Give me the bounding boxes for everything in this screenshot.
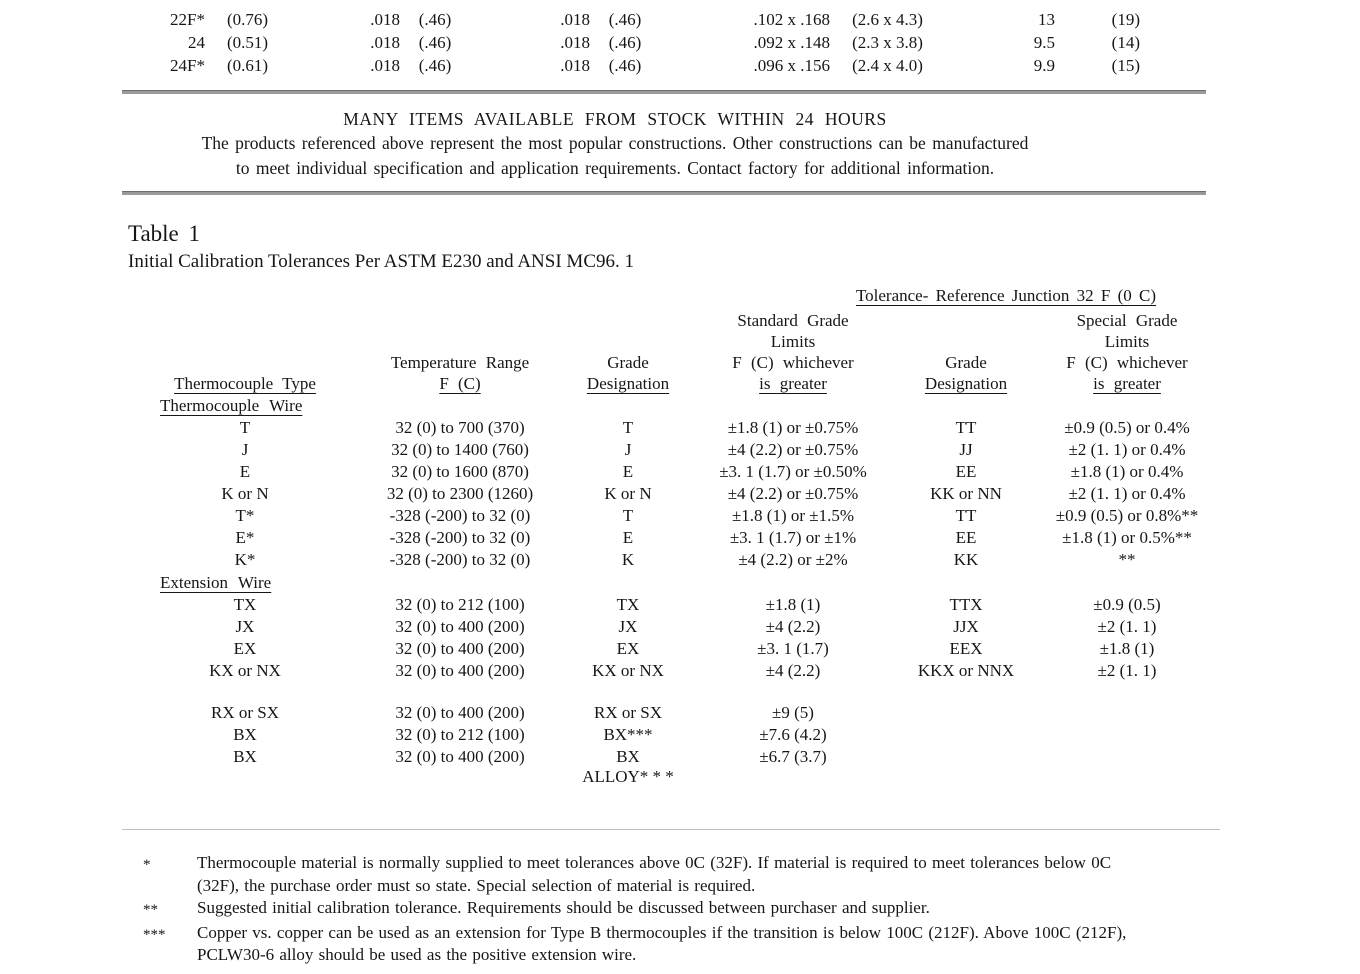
table-row: [130, 638, 1360, 660]
table-row: [130, 461, 1360, 483]
cell-special-grade-limits: [1042, 702, 1212, 724]
cell-special-grade-limits: ±0.9 (0.5) or 0.8%**: [1055, 506, 1199, 525]
cell-temperature-range: -328 (-200) to 32 (0): [389, 550, 531, 569]
noble-metal-rows: [130, 702, 1360, 768]
cell-thermocouple-type: J: [241, 440, 249, 459]
empty-cell: [890, 768, 1042, 786]
cell-special-grade-designation: EEX: [949, 639, 983, 658]
table-cell-wall-in: .018: [370, 10, 400, 29]
table-cell-wall2-in: .018: [560, 33, 590, 52]
cell-grade-designation: E: [622, 528, 634, 547]
cell-special-grade-designation: EE: [955, 528, 977, 547]
cell-grade-designation: KX or NX: [592, 661, 664, 680]
cell-standard-grade-limits: ±6.7 (3.7): [759, 747, 827, 766]
table-cell-size: 22F*: [170, 10, 205, 29]
table-row: [130, 616, 1360, 638]
table-cell-weight: 9.5: [1033, 33, 1055, 52]
cell-special-grade-designation: EE: [955, 462, 977, 481]
table-row: [130, 549, 1360, 571]
tolerance-reference-header: Tolerance- Reference Junction 32 F (0 C): [855, 286, 1157, 305]
calibration-tolerance-table: [130, 310, 1360, 786]
cell-special-grade-limits: ±1.8 (1): [1099, 639, 1155, 658]
empty-cell: [1042, 768, 1212, 786]
column-header-temperature-range: [360, 352, 560, 394]
header-label: Limits: [1104, 332, 1150, 351]
cell-special-grade-limits: ±2 (1. 1): [1097, 661, 1157, 680]
cell-alloy-label: ALLOY* * *: [582, 767, 674, 786]
cell-standard-grade-limits: ±4 (2.2): [765, 617, 821, 636]
table-cell-size: 24F*: [170, 56, 205, 75]
footnote-marker: *: [143, 857, 151, 873]
table-header-row: [130, 310, 1360, 394]
table-title: Table 1: [128, 221, 201, 246]
table-cell-dim-in: .102 x .168: [753, 10, 830, 29]
table-cell-weight: 13: [1038, 10, 1055, 29]
stock-notice-line: The products referenced above represent the most popular constructions. Other constructions can be manufactured: [201, 133, 1029, 153]
cell-special-grade-limits: ±2 (1. 1) or 0.4%: [1068, 440, 1186, 459]
section-label-text: Thermocouple Wire: [160, 396, 303, 415]
header-label: Designation: [924, 374, 1008, 393]
table-cell-wall-mm: (.46): [418, 10, 452, 29]
table-cell-wall-in: .018: [370, 56, 400, 75]
cell-standard-grade-limits: ±3. 1 (1.7) or ±0.50%: [719, 462, 867, 481]
header-label: F (C) whichever: [1066, 353, 1188, 372]
cell-temperature-range: 32 (0) to 400 (200): [395, 639, 525, 658]
cell-special-grade-designation: [890, 724, 1042, 746]
cell-standard-grade-limits: ±1.8 (1) or ±1.5%: [731, 506, 855, 525]
empty-cell: [360, 768, 560, 786]
table-row: [130, 483, 1360, 505]
table-cell-size-mm: (0.76): [226, 10, 269, 29]
footnote-marker: ***: [143, 926, 166, 943]
table-row: [130, 660, 1360, 682]
footnote-text: Copper vs. copper can be used as an extension for Type B thermocouples if the transition is below 100C (212F). Above 100C (212F), PCLW30-6 alloy should be used as the positive extension wire.: [197, 922, 1127, 964]
cell-standard-grade-limits: ±4 (2.2) or ±0.75%: [727, 440, 859, 459]
table-cell-size-mm: (0.51): [226, 33, 269, 52]
column-header-grade-designation-special: [890, 352, 1042, 394]
cell-thermocouple-type: KX or NX: [209, 661, 281, 680]
header-label: Designation: [586, 374, 670, 393]
table-row: [130, 54, 1360, 77]
cell-standard-grade-limits: ±3. 1 (1.7): [757, 639, 829, 658]
cell-thermocouple-type: BX: [233, 725, 257, 744]
header-label: is greater: [1093, 374, 1161, 393]
table-cell-size-mm: (0.61): [226, 56, 269, 75]
cell-standard-grade-limits: ±7.6 (4.2): [759, 725, 827, 744]
extension-wire-rows: [130, 594, 1360, 682]
table-row: [130, 439, 1360, 461]
table-row: [130, 594, 1360, 616]
footnote-text: Thermocouple material is normally supplied to meet tolerances above 0C (32F). If material is required to meet tolerances below 0C (32F), the purchase order must so state. Special selection of material is required.: [197, 853, 1112, 895]
row-spacer: [130, 682, 1360, 702]
cell-temperature-range: -328 (-200) to 32 (0): [389, 528, 531, 547]
cell-thermocouple-type: RX or SX: [210, 703, 279, 722]
table-cell-wall2-mm: (.46): [608, 33, 642, 52]
table-cell-dim-in: .092 x .148: [753, 33, 830, 52]
section-label-text: Extension Wire: [160, 573, 272, 592]
cell-temperature-range: 32 (0) to 212 (100): [395, 725, 525, 744]
section-label-extension-wire: [130, 571, 1360, 594]
header-label: Limits: [770, 332, 816, 351]
table-row: [130, 527, 1360, 549]
cell-grade-designation: EX: [616, 639, 640, 658]
footnote: [143, 852, 1360, 897]
table-cell-dim-mm: (2.6 x 4.3): [852, 10, 923, 29]
cell-grade-designation: TX: [616, 595, 640, 614]
cell-temperature-range: -328 (-200) to 32 (0): [389, 506, 531, 525]
footnotes: [143, 852, 1360, 967]
alloy-continuation-row: [130, 768, 1360, 786]
footnote-divider: [122, 829, 1220, 830]
column-header-grade-designation: [560, 352, 696, 394]
table-cell-weight-mm: (15): [1111, 56, 1140, 75]
cell-special-grade-limits: ±1.8 (1) or 0.4%: [1070, 462, 1184, 481]
cell-temperature-range: 32 (0) to 1600 (870): [391, 462, 529, 481]
cell-grade-designation: K: [621, 550, 635, 569]
table-row: [130, 724, 1360, 746]
table-row: [130, 746, 1360, 768]
table-row: [130, 31, 1360, 54]
section-label-thermocouple-wire: [130, 394, 1360, 417]
cell-special-grade-limits: ±0.9 (0.5) or 0.4%: [1064, 418, 1190, 437]
cell-thermocouple-type: JX: [235, 617, 255, 636]
footnote-text: Suggested initial calibration tolerance. Requirements should be discussed between purchaser and supplier.: [197, 898, 930, 917]
table-cell-wall2-in: .018: [560, 56, 590, 75]
table-cell-wall-mm: (.46): [418, 56, 452, 75]
column-header-special-grade-limits: [1042, 310, 1212, 394]
cell-standard-grade-limits: ±1.8 (1) or ±0.75%: [727, 418, 859, 437]
cell-thermocouple-type: T*: [235, 506, 255, 525]
cell-special-grade-limits: [1042, 746, 1212, 768]
table-cell-weight-mm: (19): [1111, 10, 1140, 29]
cell-standard-grade-limits: ±3. 1 (1.7) or ±1%: [729, 528, 857, 547]
table-cell-dim-mm: (2.3 x 3.8): [852, 33, 923, 52]
stock-notice: [0, 107, 1230, 181]
cell-special-grade-designation: [890, 702, 1042, 724]
table-subtitle: Initial Calibration Tolerances Per ASTM E230 and ANSI MC96. 1: [128, 251, 634, 272]
horizontal-divider: [122, 191, 1206, 195]
stock-notice-line: to meet individual specification and application requirements. Contact factory for additional information.: [235, 158, 995, 178]
table-cell-wall-in: .018: [370, 33, 400, 52]
cell-temperature-range: 32 (0) to 212 (100): [395, 595, 525, 614]
header-label: F (C): [439, 374, 481, 393]
table-cell-weight-mm: (14): [1111, 33, 1140, 52]
cell-standard-grade-limits: ±9 (5): [772, 703, 814, 722]
cell-thermocouple-type: EX: [233, 639, 257, 658]
table-cell-weight: 9.9: [1033, 56, 1055, 75]
column-header-thermocouple-type: [130, 373, 360, 394]
cell-special-grade-designation: TT: [955, 506, 977, 525]
cell-standard-grade-limits: ±4 (2.2): [765, 661, 821, 680]
cell-thermocouple-type: T: [239, 418, 251, 437]
table-cell-wall2-mm: (.46): [608, 10, 642, 29]
table-cell-wall2-in: .018: [560, 10, 590, 29]
cell-special-grade-designation: [890, 746, 1042, 768]
header-label: is greater: [759, 374, 827, 393]
cell-grade-designation: BX: [616, 747, 640, 766]
header-label: F (C) whichever: [732, 353, 854, 372]
cell-thermocouple-type: E: [239, 462, 251, 481]
header-label: Thermocouple Type: [174, 374, 316, 393]
header-label: Special Grade: [1076, 311, 1178, 330]
cell-grade-designation: BX***: [603, 725, 653, 744]
empty-cell: [130, 768, 360, 786]
header-label: Standard Grade: [737, 311, 849, 330]
table-cell-size: 24: [188, 33, 205, 52]
cell-temperature-range: 32 (0) to 400 (200): [395, 703, 525, 722]
empty-cell: [696, 768, 890, 786]
cell-temperature-range: 32 (0) to 700 (370): [395, 418, 525, 437]
table-row: [130, 8, 1360, 31]
header-label: Temperature Range: [390, 353, 530, 372]
cell-grade-designation: T: [622, 418, 634, 437]
cell-special-grade-limits: ±2 (1. 1) or 0.4%: [1068, 484, 1186, 503]
cell-standard-grade-limits: ±4 (2.2) or ±0.75%: [727, 484, 859, 503]
cell-thermocouple-type: K*: [234, 550, 256, 569]
cell-grade-designation: RX or SX: [593, 703, 662, 722]
cell-grade-designation: T: [622, 506, 634, 525]
cell-standard-grade-limits: ±1.8 (1): [765, 595, 821, 614]
table-row: [130, 702, 1360, 724]
stock-items-table: [130, 8, 1360, 77]
table-cell-wall-mm: (.46): [418, 33, 452, 52]
cell-special-grade-limits: ±0.9 (0.5): [1093, 595, 1161, 614]
cell-thermocouple-type: E*: [235, 528, 255, 547]
column-header-standard-grade-limits: [696, 310, 890, 394]
table-row: [130, 505, 1360, 527]
footnote: [143, 897, 1360, 922]
table-cell-wall2-mm: (.46): [608, 56, 642, 75]
cell-special-grade-designation: JJ: [959, 440, 973, 459]
header-label: Grade: [607, 353, 649, 372]
cell-special-grade-designation: KK: [953, 550, 979, 569]
cell-temperature-range: 32 (0) to 400 (200): [395, 661, 525, 680]
cell-grade-designation: J: [624, 440, 632, 459]
cell-temperature-range: 32 (0) to 1400 (760): [391, 440, 529, 459]
cell-special-grade-designation: TTX: [949, 595, 983, 614]
cell-special-grade-designation: KK or NN: [930, 484, 1002, 503]
horizontal-divider: [122, 90, 1206, 94]
cell-special-grade-limits: ±2 (1. 1): [1097, 617, 1157, 636]
cell-special-grade-designation: KKX or NNX: [917, 661, 1015, 680]
cell-special-grade-designation: JJX: [953, 617, 979, 636]
footnote: [143, 922, 1360, 967]
footnote-marker: **: [143, 902, 158, 918]
header-label: Grade: [945, 353, 987, 372]
stock-notice-headline: MANY ITEMS AVAILABLE FROM STOCK WITHIN 24 HOURS: [343, 109, 887, 129]
cell-thermocouple-type: BX: [233, 747, 257, 766]
cell-grade-designation: E: [622, 462, 634, 481]
cell-temperature-range: 32 (0) to 400 (200): [395, 617, 525, 636]
cell-grade-designation: K or N: [604, 484, 652, 503]
cell-standard-grade-limits: ±4 (2.2) or ±2%: [738, 550, 848, 569]
cell-temperature-range: 32 (0) to 400 (200): [395, 747, 525, 766]
cell-special-grade-limits: **: [1118, 550, 1136, 569]
cell-special-grade-designation: TT: [955, 418, 977, 437]
cell-special-grade-limits: [1042, 724, 1212, 746]
cell-thermocouple-type: K or N: [221, 484, 269, 503]
cell-temperature-range: 32 (0) to 2300 (1260): [386, 484, 534, 503]
table-cell-dim-in: .096 x .156: [753, 56, 830, 75]
cell-thermocouple-type: TX: [233, 595, 257, 614]
cell-special-grade-limits: ±1.8 (1) or 0.5%**: [1062, 528, 1192, 547]
table-cell-dim-mm: (2.4 x 4.0): [852, 56, 923, 75]
table-row: [130, 417, 1360, 439]
thermocouple-wire-rows: [130, 417, 1360, 571]
cell-grade-designation: JX: [618, 617, 638, 636]
